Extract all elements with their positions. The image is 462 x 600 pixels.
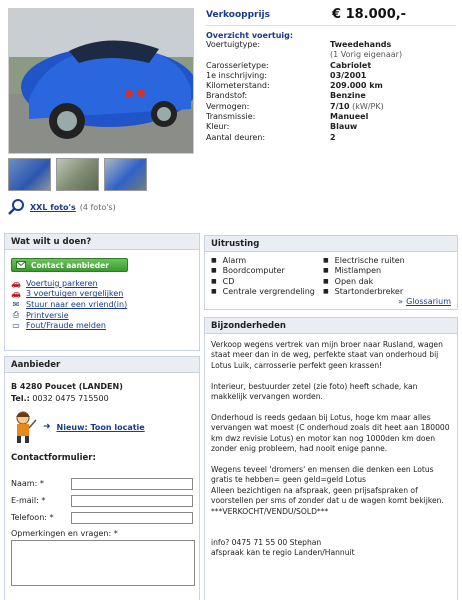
action-print-link[interactable]: Printversie <box>26 310 69 320</box>
spec-value-text: 209.000 km <box>330 81 383 91</box>
action-report-link[interactable]: Fout/Fraude melden <box>26 321 106 331</box>
equipment-item <box>323 287 435 297</box>
equipment-item-label: Alarm <box>222 256 247 265</box>
remarks-label: Opmerkingen en vragen: * <box>11 529 118 538</box>
spec-key: Carosserietype: <box>206 60 269 70</box>
spec-key: Brandstof: <box>206 91 248 101</box>
spec-value-note: (kW/PK) <box>349 101 384 111</box>
equipment-item-label: CD <box>222 276 235 286</box>
phone-value: 0032 0475 715500 <box>29 394 109 403</box>
spec-value-text: Manueel <box>330 112 369 122</box>
equipment-item <box>211 256 323 266</box>
spec-row <box>206 71 456 81</box>
actions-panel <box>4 233 200 351</box>
spec-list <box>206 40 456 143</box>
spec-value <box>330 81 383 91</box>
equipment-item <box>323 277 435 287</box>
bullet-icon: ■ <box>323 277 329 285</box>
seller-phone <box>5 393 199 405</box>
remarks-textarea[interactable] <box>11 540 195 586</box>
envelope-icon <box>16 261 26 269</box>
spec-value-text: 2 <box>330 132 336 142</box>
spec-row <box>206 122 456 132</box>
action-compare[interactable] <box>5 289 199 300</box>
spec-row <box>206 112 456 122</box>
contact-form-title: Contactformulier: <box>11 453 96 463</box>
photo-count: (4 foto's) <box>79 202 116 212</box>
equipment-item-label: Startonderbreker <box>334 286 404 296</box>
spec-key: Transmissie: <box>206 112 256 122</box>
equipment-column <box>211 256 323 297</box>
spec-row <box>206 81 456 91</box>
name-row <box>5 475 199 492</box>
spec-row <box>206 40 456 50</box>
spec-key: 1e inschrijving: <box>206 70 268 80</box>
mail-icon: ✉ <box>12 299 20 309</box>
seller-address: B 4280 Poucet (LANDEN) <box>11 382 123 391</box>
phone-label: Tel.: <box>11 394 30 403</box>
equipment-item-label: Electrische ruiten <box>334 256 405 265</box>
equipment-item <box>211 266 323 276</box>
equipment-item-label: Centrale vergrendeling <box>222 286 315 296</box>
description-text: Verkoop wegens vertrek van mijn broer naar Rusland, wagen staat meer dan in de weg, perfekte staat van onderhoud bij Lotus Luik, carrosserie perfekt geen krassen! Interieur, bestuurder zetel (zie foto) heeft schade, kan makkelijk vervangen worden. Onderhoud is reeds gedaan bij Lotus, hoge km maar alles vervangen wat moest (C onderhoud zoals dit heet aan 180000 km dwz revisie Lotus) en motor kan nog 1000den km doen zonder enig probleem, had nooit enige panne. Wegens teveel 'dromers' en mensen die denken een Lotus gratis te hebben= geen geld=geld Lotus Alleen bezichtigen na afspraak, geen prijsafspraken of voorstellen per sms of zonder dat u de wagen komt bekijken. ***VERKOCHT/VENDU/SOLD*** info? 0475 71 55 00 Stephan afspraak kan te regio Landen/Hannuit <box>211 340 450 558</box>
equipment-item-label: Boordcomputer <box>222 266 285 276</box>
spec-key: Vermogen: <box>206 101 250 111</box>
spec-value-text: Tweedehands <box>330 40 392 49</box>
spec-value <box>330 61 371 71</box>
show-location-link[interactable]: Nieuw: Toon locatie <box>56 422 145 432</box>
equipment-item-label: Mistlampen <box>334 266 382 276</box>
actions-title: Wat wilt u doen? <box>5 234 199 250</box>
car-icon: 🚗 <box>11 278 21 288</box>
action-send-friend[interactable] <box>5 299 199 310</box>
spec-row <box>206 91 456 101</box>
spec-value <box>330 71 366 81</box>
price-value: € 18.000,- <box>332 7 407 22</box>
email-row <box>5 492 199 509</box>
magnifier-icon[interactable] <box>8 199 26 215</box>
spec-value <box>330 133 336 143</box>
glossary-row <box>398 297 451 306</box>
phone-input[interactable] <box>71 512 193 524</box>
spec-key: Voertuigtype: <box>206 40 261 49</box>
equipment-item <box>323 256 435 266</box>
bullet-icon: ■ <box>323 267 329 275</box>
spec-row <box>206 61 456 71</box>
action-compare-link[interactable]: 3 voertuigen vergelijken <box>26 289 124 299</box>
description-panel <box>204 317 458 600</box>
phone-row <box>5 509 199 526</box>
car-photo-image <box>9 9 194 154</box>
spec-key: Kleur: <box>206 122 230 132</box>
xxl-photos-link[interactable]: XXL foto's <box>30 202 76 212</box>
spec-value-note: (1 Vorig eigenaar) <box>330 50 403 60</box>
xxl-photos-row <box>8 199 116 215</box>
action-print[interactable] <box>5 310 199 321</box>
double-chevron-icon: » <box>398 297 404 306</box>
email-input[interactable] <box>71 495 193 507</box>
spec-value-text: 03/2001 <box>330 70 367 80</box>
email-label: E-mail: * <box>11 496 46 505</box>
spec-value <box>330 50 402 60</box>
map-mascot-icon <box>11 410 37 444</box>
action-report[interactable] <box>5 320 199 331</box>
compare-cars-icon: 🚗 <box>11 289 21 299</box>
spec-value <box>330 40 391 50</box>
spec-row <box>206 102 456 112</box>
spec-key: Aantal deuren: <box>206 132 266 142</box>
bullet-icon: ■ <box>323 287 329 295</box>
main-car-photo[interactable] <box>8 8 194 154</box>
price-row <box>206 8 456 26</box>
spec-row <box>206 133 456 143</box>
spec-value-text: 7/10 <box>330 101 350 111</box>
spec-value <box>330 102 384 112</box>
equipment-item <box>211 287 323 297</box>
spec-value <box>330 91 366 101</box>
equipment-panel <box>204 235 458 310</box>
bullet-icon: ■ <box>211 287 217 295</box>
vehicle-specs <box>206 8 456 143</box>
spec-value <box>330 122 357 132</box>
location-row <box>5 405 199 443</box>
bullet-icon: ■ <box>211 277 217 285</box>
equipment-item-label: Open dak <box>334 276 374 286</box>
contact-seller-label: Contact aanbieder <box>31 260 109 270</box>
bullet-icon: ■ <box>211 257 217 264</box>
equipment-column <box>323 256 435 297</box>
thumbnail-photo[interactable] <box>8 158 51 191</box>
spec-value-text: Benzine <box>330 91 366 101</box>
equipment-list <box>205 252 457 297</box>
seller-panel <box>4 356 200 600</box>
action-send-friend-link[interactable]: Stuur naar een vriend(in) <box>26 299 128 309</box>
spec-row <box>206 50 456 60</box>
equipment-item <box>323 266 435 276</box>
bullet-icon: ■ <box>211 267 217 275</box>
action-park-link[interactable]: Voertuig parkeren <box>26 278 98 288</box>
spec-value-text: Blauw <box>330 122 358 132</box>
print-icon: ⎙ <box>12 310 20 320</box>
equipment-item <box>211 277 323 287</box>
phone-field-label: Telefoon: * <box>11 513 54 522</box>
spec-value <box>330 112 368 122</box>
seller-title: Aanbieder <box>5 357 199 373</box>
spec-key: Kilometerstand: <box>206 81 270 91</box>
glossary-link[interactable]: Glossarium <box>406 297 451 306</box>
spec-key <box>206 50 330 60</box>
thumbnail-photo[interactable] <box>56 158 99 191</box>
spec-value-text: Cabriolet <box>330 60 372 70</box>
price-label: Verkoopprijs <box>206 9 270 20</box>
contact-seller-button[interactable] <box>11 258 128 272</box>
description-title: Bijzonderheden <box>205 318 457 334</box>
bullet-icon: ■ <box>323 257 329 264</box>
equipment-title: Uitrusting <box>205 236 457 252</box>
report-icon: ▭ <box>12 321 20 331</box>
action-park[interactable] <box>5 278 199 289</box>
name-input[interactable] <box>71 478 193 490</box>
overview-title: Overzicht voertuig: <box>206 31 294 40</box>
arrow-right-icon: ➜ <box>43 422 51 432</box>
name-label: Naam: * <box>11 479 44 488</box>
thumbnail-photo[interactable] <box>104 158 147 191</box>
